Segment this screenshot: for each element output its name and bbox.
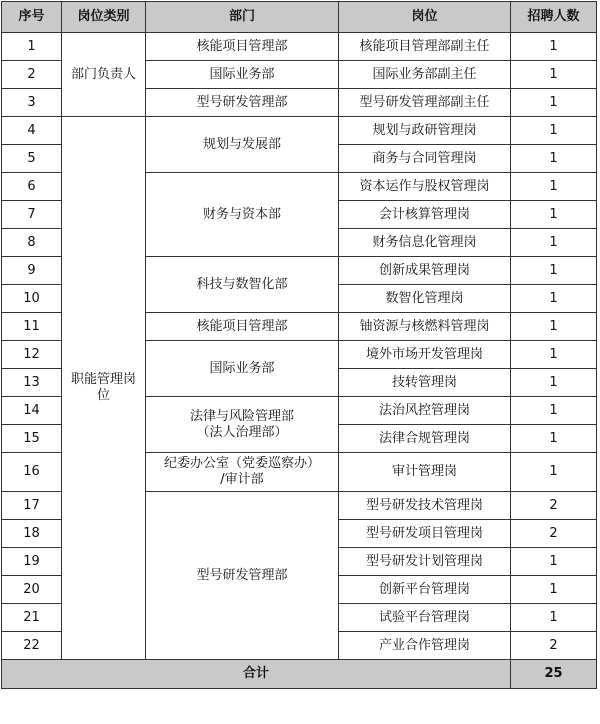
dept-cell: 纪委办公室（党委巡察办） /审计部 [146, 453, 339, 492]
dept-cell: 型号研发管理部 [146, 89, 339, 117]
seq-cell: 15 [2, 425, 62, 453]
position-cell: 法治风控管理岗 [339, 397, 511, 425]
count-cell: 1 [511, 285, 597, 313]
seq-cell: 21 [2, 604, 62, 632]
count-cell: 1 [511, 33, 597, 61]
position-cell: 会计核算管理岗 [339, 201, 511, 229]
header-dept: 部门 [146, 2, 339, 33]
position-cell: 型号研发管理部副主任 [339, 89, 511, 117]
dept-cell: 财务与资本部 [146, 173, 339, 257]
seq-cell: 17 [2, 492, 62, 520]
count-cell: 1 [511, 548, 597, 576]
seq-cell: 18 [2, 520, 62, 548]
position-cell: 创新成果管理岗 [339, 257, 511, 285]
header-position: 岗位 [339, 2, 511, 33]
count-cell: 2 [511, 520, 597, 548]
position-cell: 技转管理岗 [339, 369, 511, 397]
dept-cell: 国际业务部 [146, 341, 339, 397]
count-cell: 1 [511, 313, 597, 341]
seq-cell: 2 [2, 61, 62, 89]
header-category: 岗位类别 [62, 2, 146, 33]
seq-cell: 22 [2, 632, 62, 660]
count-cell: 1 [511, 257, 597, 285]
table-row [2, 33, 597, 61]
count-cell: 1 [511, 61, 597, 89]
count-cell: 1 [511, 576, 597, 604]
position-cell: 商务与合同管理岗 [339, 145, 511, 173]
position-cell: 审计管理岗 [339, 453, 511, 492]
seq-cell: 20 [2, 576, 62, 604]
seq-cell: 12 [2, 341, 62, 369]
position-cell: 资本运作与股权管理岗 [339, 173, 511, 201]
seq-cell: 3 [2, 89, 62, 117]
position-cell: 境外市场开发管理岗 [339, 341, 511, 369]
count-cell: 1 [511, 369, 597, 397]
count-cell: 2 [511, 632, 597, 660]
recruitment-table [1, 1, 597, 689]
dept-cell: 科技与数智化部 [146, 257, 339, 313]
seq-cell: 1 [2, 33, 62, 61]
seq-cell: 11 [2, 313, 62, 341]
header-seq: 序号 [2, 2, 62, 33]
seq-cell: 10 [2, 285, 62, 313]
position-cell: 创新平台管理岗 [339, 576, 511, 604]
total-count: 25 [511, 660, 597, 689]
seq-cell: 16 [2, 453, 62, 492]
position-cell: 国际业务部副主任 [339, 61, 511, 89]
dept-cell: 国际业务部 [146, 61, 339, 89]
total-row [2, 660, 597, 689]
seq-cell: 19 [2, 548, 62, 576]
seq-cell: 4 [2, 117, 62, 145]
seq-cell: 14 [2, 397, 62, 425]
count-cell: 1 [511, 117, 597, 145]
seq-cell: 9 [2, 257, 62, 285]
header-count: 招聘人数 [511, 2, 597, 33]
position-cell: 规划与政研管理岗 [339, 117, 511, 145]
seq-cell: 6 [2, 173, 62, 201]
position-cell: 试验平台管理岗 [339, 604, 511, 632]
dept-cell: 核能项目管理部 [146, 33, 339, 61]
seq-cell: 8 [2, 229, 62, 257]
header-row [2, 2, 597, 33]
total-label: 合计 [2, 660, 511, 689]
count-cell: 1 [511, 89, 597, 117]
position-cell: 型号研发项目管理岗 [339, 520, 511, 548]
count-cell: 1 [511, 604, 597, 632]
dept-cell: 规划与发展部 [146, 117, 339, 173]
position-cell: 铀资源与核燃料管理岗 [339, 313, 511, 341]
position-cell: 法律合规管理岗 [339, 425, 511, 453]
count-cell: 1 [511, 425, 597, 453]
position-cell: 型号研发计划管理岗 [339, 548, 511, 576]
table-row [2, 117, 597, 145]
position-cell: 核能项目管理部副主任 [339, 33, 511, 61]
count-cell: 2 [511, 492, 597, 520]
count-cell: 1 [511, 341, 597, 369]
count-cell: 1 [511, 145, 597, 173]
dept-cell: 核能项目管理部 [146, 313, 339, 341]
position-cell: 产业合作管理岗 [339, 632, 511, 660]
count-cell: 1 [511, 201, 597, 229]
count-cell: 1 [511, 453, 597, 492]
seq-cell: 5 [2, 145, 62, 173]
count-cell: 1 [511, 229, 597, 257]
recruitment-table-container [1, 1, 597, 689]
dept-cell: 型号研发管理部 [146, 492, 339, 660]
count-cell: 1 [511, 397, 597, 425]
position-cell: 型号研发技术管理岗 [339, 492, 511, 520]
position-cell: 数智化管理岗 [339, 285, 511, 313]
seq-cell: 7 [2, 201, 62, 229]
count-cell: 1 [511, 173, 597, 201]
category-cell: 部门负责人 [62, 33, 146, 117]
seq-cell: 13 [2, 369, 62, 397]
dept-cell: 法律与风险管理部 （法人治理部） [146, 397, 339, 453]
category-cell: 职能管理岗位 [62, 117, 146, 660]
position-cell: 财务信息化管理岗 [339, 229, 511, 257]
